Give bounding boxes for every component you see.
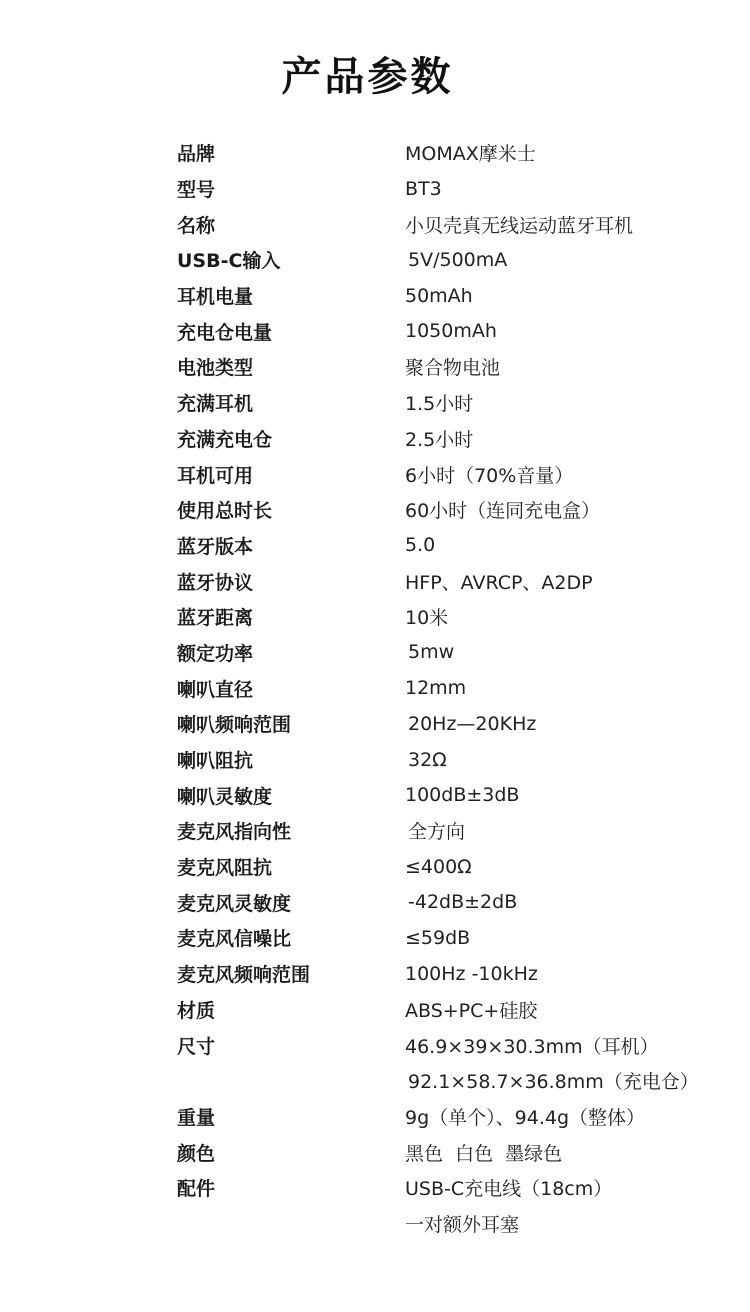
spec-row <box>177 528 717 564</box>
spec-row <box>177 956 717 992</box>
spec-row <box>177 349 717 385</box>
spec-value: 5.0 <box>405 534 436 557</box>
spec-label: 麦克风阻抗 <box>177 857 273 880</box>
spec-value: 50mAh <box>405 284 473 307</box>
spec-label: USB-C输入 <box>177 250 281 273</box>
spec-row <box>177 670 717 706</box>
spec-value: 黑色 白色 墨绿色 <box>405 1142 563 1165</box>
spec-row <box>177 1206 717 1242</box>
spec-label: 麦克风频响范围 <box>177 964 311 987</box>
spec-row <box>177 421 717 457</box>
spec-row <box>177 1063 717 1099</box>
spec-value: USB-C充电线（18cm） <box>405 1178 613 1201</box>
spec-row <box>177 1099 717 1135</box>
spec-label: 耳机电量 <box>177 286 254 309</box>
spec-value: 5V/500mA <box>408 248 508 271</box>
spec-label: 重量 <box>177 1106 216 1129</box>
spec-label: 品牌 <box>177 143 216 166</box>
spec-label: 电池类型 <box>177 357 254 380</box>
spec-row <box>177 278 717 314</box>
spec-row <box>177 777 717 813</box>
spec-value: 2.5小时 <box>405 428 474 451</box>
spec-row <box>177 1027 717 1063</box>
spec-value: 92.1×58.7×36.8mm（充电仓） <box>408 1071 699 1094</box>
spec-list <box>177 135 717 1241</box>
spec-value: 12mm <box>405 677 467 700</box>
spec-label: 额定功率 <box>177 642 254 665</box>
spec-row <box>177 635 717 671</box>
spec-row <box>177 563 717 599</box>
spec-label: 蓝牙距离 <box>177 607 254 630</box>
spec-value: 小贝壳真无线运动蓝牙耳机 <box>405 214 634 237</box>
spec-value: 20Hz—20KHz <box>408 712 537 735</box>
spec-value: HFP、AVRCP、A2DP <box>405 571 593 594</box>
spec-label: 蓝牙协议 <box>177 571 254 594</box>
spec-row <box>177 742 717 778</box>
spec-label: 麦克风指向性 <box>177 821 292 844</box>
spec-value: 全方向 <box>408 821 466 844</box>
spec-label: 颜色 <box>177 1142 216 1165</box>
spec-label: 名称 <box>177 214 216 237</box>
spec-row <box>177 385 717 421</box>
spec-row <box>177 706 717 742</box>
spec-label: 充满充电仓 <box>177 428 273 451</box>
spec-row <box>177 1134 717 1170</box>
page-title: 产品参数 <box>281 53 454 100</box>
spec-row <box>177 492 717 528</box>
spec-row <box>177 884 717 920</box>
spec-value: 32Ω <box>408 748 447 771</box>
spec-label: 喇叭直径 <box>177 678 254 701</box>
spec-label: 麦克风信噪比 <box>177 928 292 951</box>
spec-row <box>177 456 717 492</box>
spec-value: 5mw <box>408 641 455 664</box>
spec-value: 一对额外耳塞 <box>405 1213 520 1236</box>
spec-value: ≤400Ω <box>405 855 472 878</box>
spec-value: MOMAX摩米士 <box>405 143 536 166</box>
spec-row <box>177 313 717 349</box>
spec-value: 60小时（连同充电盒） <box>405 500 601 523</box>
spec-label: 充满耳机 <box>177 393 254 416</box>
spec-label: 喇叭阻抗 <box>177 750 254 773</box>
spec-value: 1050mAh <box>405 320 497 343</box>
spec-row <box>177 242 717 278</box>
spec-label: 喇叭频响范围 <box>177 714 292 737</box>
spec-label: 蓝牙版本 <box>177 535 254 558</box>
spec-label: 充电仓电量 <box>177 321 273 344</box>
spec-value: 9g（单个）、94.4g（整体） <box>405 1106 646 1129</box>
spec-row <box>177 849 717 885</box>
spec-row <box>177 992 717 1028</box>
spec-row <box>177 813 717 849</box>
spec-label: 材质 <box>177 999 216 1022</box>
spec-value: 聚合物电池 <box>405 357 501 380</box>
spec-row <box>177 135 717 171</box>
spec-row <box>177 1170 717 1206</box>
spec-label: 型号 <box>177 179 216 202</box>
spec-row <box>177 171 717 207</box>
spec-label: 喇叭灵敏度 <box>177 785 273 808</box>
spec-value: 100Hz -10kHz <box>405 962 538 985</box>
spec-row <box>177 599 717 635</box>
spec-value: BT3 <box>405 177 442 200</box>
spec-value: 46.9×39×30.3mm（耳机） <box>405 1035 659 1058</box>
spec-value: 100dB±3dB <box>405 784 520 807</box>
spec-value: ≤59dB <box>405 926 471 949</box>
spec-value: 1.5小时 <box>405 393 474 416</box>
spec-label: 使用总时长 <box>177 500 273 523</box>
spec-label: 耳机可用 <box>177 464 254 487</box>
spec-value: ABS+PC+硅胶 <box>405 999 538 1022</box>
spec-value: 6小时（70%音量） <box>405 464 574 487</box>
spec-label: 尺寸 <box>177 1035 216 1058</box>
spec-row <box>177 206 717 242</box>
spec-row <box>177 920 717 956</box>
spec-label: 配件 <box>177 1178 216 1201</box>
spec-label: 麦克风灵敏度 <box>177 892 292 915</box>
spec-value: 10米 <box>405 607 449 630</box>
spec-value: -42dB±2dB <box>408 891 518 914</box>
